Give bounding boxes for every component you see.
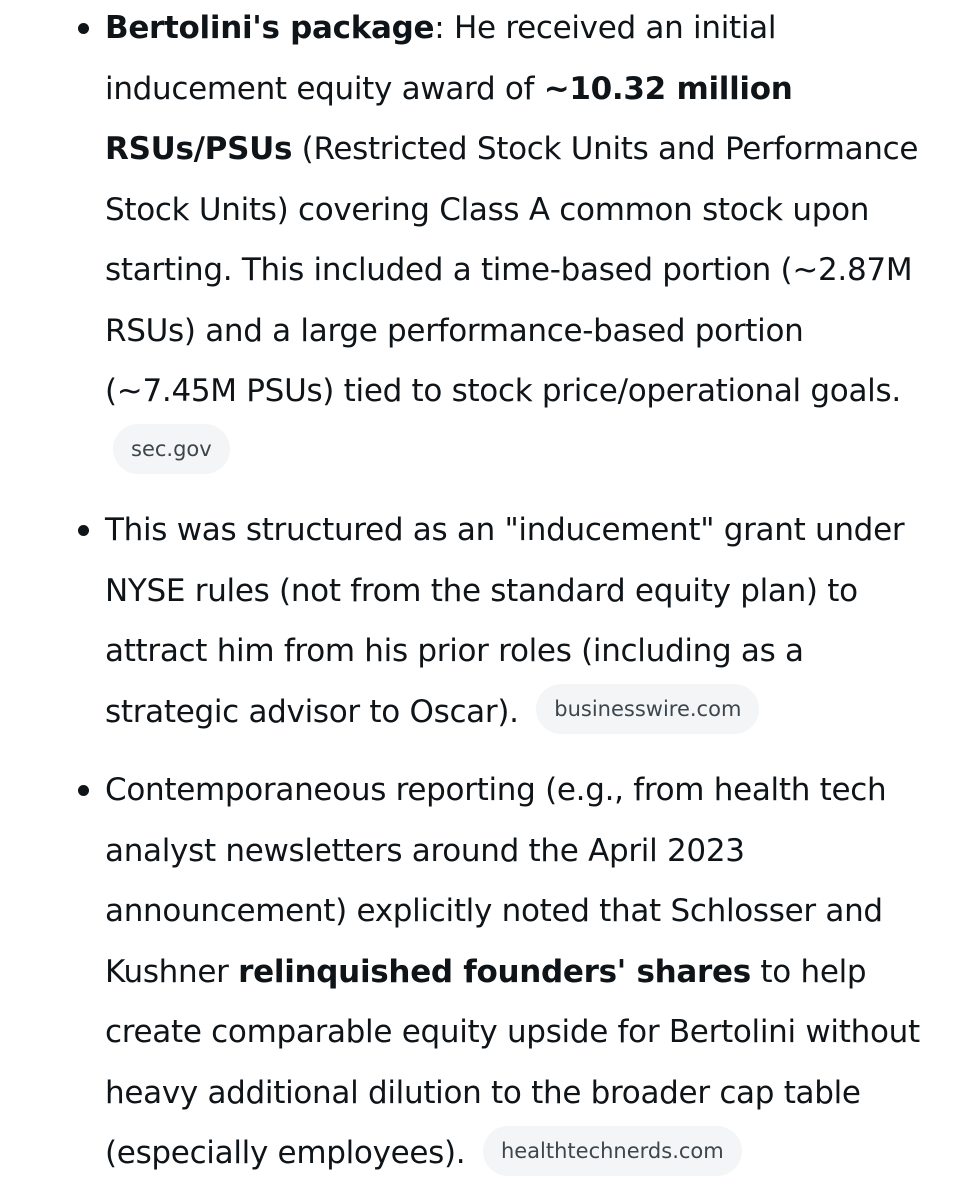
bullet-dot-icon xyxy=(78,23,89,34)
source-link-sec-gov[interactable]: sec.gov xyxy=(113,424,230,474)
list-item xyxy=(0,760,969,1184)
bold-text: relinquished founders' shares xyxy=(238,953,751,990)
body-text: Contemporaneous reporting (e.g., from health tech analyst newsletters around the April 2023 announcement) explicitly noted that Schlosser and Kushner xyxy=(105,772,887,990)
body-text: to help create comparable equity upside for Bertolini without heavy additional dilution to the broader cap table (especially employees). xyxy=(105,953,920,1171)
body-text: (Restricted Stock Units and Performance Stock Units) covering Class A common stock upon starting. This included a time-based portion (~2.87M RSUs) and a large performance-based portion (~7.45M PSUs) tied to stock price/operational goals. xyxy=(105,131,919,409)
source-link-healthtechnerds[interactable]: healthtechnerds.com xyxy=(483,1126,742,1176)
bold-text: ~10.32 million RSUs/PSUs xyxy=(105,70,793,167)
body-text: : He received an initial inducement equity award of xyxy=(105,10,777,107)
bold-lead-text: Bertolini's package xyxy=(105,10,435,46)
list-item xyxy=(0,500,969,742)
bullet-dot-icon xyxy=(78,525,89,536)
list-item xyxy=(0,0,969,482)
body-text: This was structured as an "inducement" grant under NYSE rules (not from the standard equity plan) to attract him from his prior roles (including as a strategic advisor to Oscar). xyxy=(105,512,905,730)
bullet-dot-icon xyxy=(78,785,89,796)
source-link-businesswire[interactable]: businesswire.com xyxy=(536,684,759,734)
